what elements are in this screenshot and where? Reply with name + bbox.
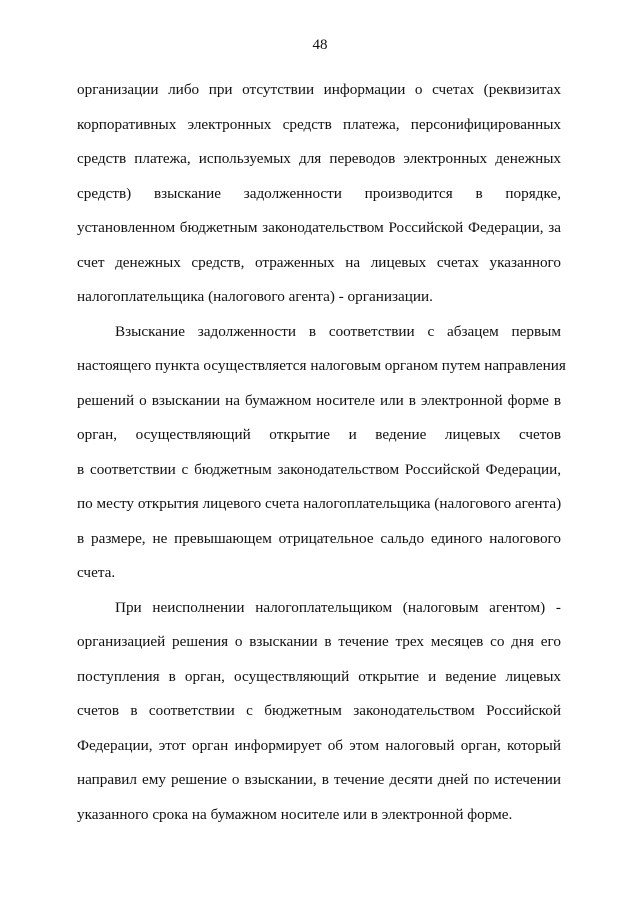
text-line: счета.: [77, 564, 116, 581]
text-line: указанного срока на бумажном носителе или в электронной форме.: [77, 805, 513, 823]
text-line: организацией решения о взыскании в течение трех месяцев со дня его: [77, 633, 561, 650]
text-line: решений о взыскании на бумажном носителе или в электронной форме в: [77, 391, 561, 409]
text-line: в размере, не превышающем отрицательное сальдо единого налогового: [77, 529, 561, 547]
text-line: поступления в орган, осуществляющий открытие и ведение лицевых: [77, 667, 561, 685]
text-line: установленном бюджетным законодательством Российской Федерации, за: [77, 219, 561, 236]
body-text: [77, 73, 566, 832]
text-line: средств) взыскание задолженности производится в порядке,: [77, 184, 561, 202]
text-line: орган, осуществляющий открытие и ведение лицевых счетов: [77, 426, 561, 443]
text-line: в соответствии с бюджетным законодательством Российской Федерации,: [77, 460, 561, 478]
text-line: счет денежных средств, отраженных на лицевых счетах указанного: [77, 253, 561, 271]
text-line: по месту открытия лицевого счета налогоплательщика (налогового агента): [77, 495, 562, 512]
text-line: корпоративных электронных средств платежа, персонифицированных: [77, 115, 561, 133]
text-line: Федерации, этот орган информирует об этом налоговый орган, который: [77, 736, 561, 754]
paragraph-3: [77, 591, 561, 833]
text-line: налогоплательщика (налогового агента) - организации.: [77, 288, 433, 305]
text-line: настоящего пункта осуществляется налоговым органом путем направления: [77, 357, 566, 374]
text-line: направил ему решение о взыскании, в течение десяти дней по истечении: [77, 771, 561, 788]
text-line: При неисполнении налогоплательщиком (налоговым агентом) -: [115, 598, 561, 616]
text-line: средств платежа, используемых для переводов электронных денежных: [77, 150, 561, 167]
text-line: организации либо при отсутствии информации о счетах (реквизитах: [77, 81, 561, 98]
paragraph-2: [77, 315, 566, 591]
paragraph-1: [77, 73, 561, 315]
text-line: счетов в соответствии с бюджетным законодательством Российской: [77, 702, 561, 719]
text-line: Взыскание задолженности в соответствии с абзацем первым: [115, 322, 561, 340]
page-number: 48: [312, 37, 328, 53]
